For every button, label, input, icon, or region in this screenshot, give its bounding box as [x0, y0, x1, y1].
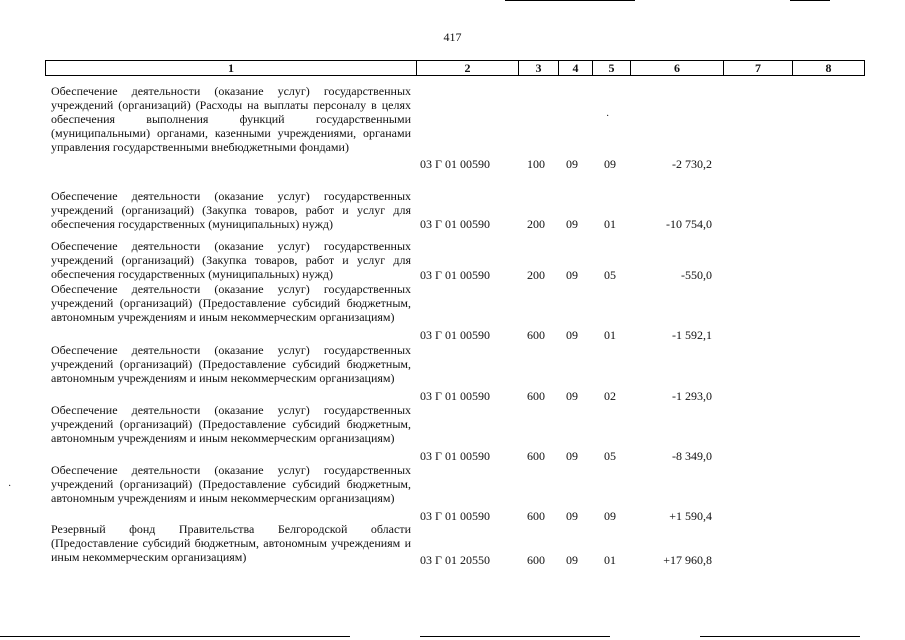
row-pr: 09 — [604, 509, 616, 523]
row-rz: 09 — [566, 553, 578, 567]
row-code: 03 Г 01 00590 — [420, 217, 490, 231]
row-description: Резервный фонд Правительства Белгородской области (Предоставление субсидий бюджетным, автономным учреждениям и иным некоммерческим организациям) — [51, 522, 411, 564]
header-col-2: 2 — [417, 61, 519, 75]
row-sum: -8 349,0 — [672, 449, 712, 463]
row-vr: 200 — [527, 217, 545, 231]
top-scan-line — [505, 0, 635, 1]
header-col-4: 4 — [559, 61, 593, 75]
row-vr: 600 — [527, 449, 545, 463]
row-pr: 01 — [604, 553, 616, 567]
page-number: 417 — [443, 30, 462, 44]
row-sum: +17 960,8 — [663, 553, 712, 567]
row-vr: 100 — [527, 157, 545, 171]
header-col-5: 5 — [593, 61, 631, 75]
bottom-scan-line — [700, 636, 860, 637]
row-pr: 02 — [604, 389, 616, 403]
row-rz: 09 — [566, 268, 578, 282]
row-code: 03 Г 01 00590 — [420, 449, 490, 463]
header-col-7: 7 — [724, 61, 793, 75]
row-pr: 01 — [604, 328, 616, 342]
row-vr: 600 — [527, 553, 545, 567]
row-sum: -1 592,1 — [672, 328, 712, 342]
row-sum: -10 754,0 — [666, 217, 712, 231]
row-vr: 200 — [527, 268, 545, 282]
row-sum: -550,0 — [681, 268, 712, 282]
row-vr: 600 — [527, 328, 545, 342]
row-rz: 09 — [566, 157, 578, 171]
bottom-scan-line — [420, 636, 610, 637]
row-rz: 09 — [566, 217, 578, 231]
row-code: 03 Г 01 00590 — [420, 509, 490, 523]
row-pr: 09 — [604, 157, 616, 171]
row-rz: 09 — [566, 389, 578, 403]
header-col-1: 1 — [46, 61, 417, 75]
header-col-8: 8 — [825, 61, 832, 75]
row-rz: 09 — [566, 328, 578, 342]
row-description: Обеспечение деятельности (оказание услуг) государственных учреждений (организаций) (Предоставление субсидий бюджетным, автономным учреждениям и иным некоммерческим организациям) — [51, 282, 411, 324]
top-scan-line — [790, 0, 830, 1]
row-rz: 09 — [566, 449, 578, 463]
row-code: 03 Г 01 00590 — [420, 268, 490, 282]
bottom-scan-line — [0, 636, 350, 637]
row-description: Обеспечение деятельности (оказание услуг) государственных учреждений (организаций) (Предоставление субсидий бюджетным, автономным учреждениям и иным некоммерческим организациям) — [51, 343, 411, 385]
row-description: Обеспечение деятельности (оказание услуг) государственных учреждений (организаций) (Предоставление субсидий бюджетным, автономным учреждениям и иным некоммерческим организациям) — [51, 463, 411, 505]
row-code: 03 Г 01 00590 — [420, 389, 490, 403]
table-header — [45, 60, 865, 76]
row-rz: 09 — [566, 509, 578, 523]
row-vr: 600 — [527, 509, 545, 523]
row-description: Обеспечение деятельности (оказание услуг) государственных учреждений (организаций) (Закупка товаров, работ и услуг для обеспечения государственных (муниципальных) нужд) — [51, 239, 411, 281]
row-description: Обеспечение деятельности (оказание услуг) государственных учреждений (организаций) (Закупка товаров, работ и услуг для обеспечения государственных (муниципальных) нужд) — [51, 189, 411, 231]
row-sum: +1 590,4 — [669, 509, 712, 523]
scan-mark: · — [8, 481, 12, 492]
row-code: 03 Г 01 00590 — [420, 328, 490, 342]
row-sum: -1 293,0 — [672, 389, 712, 403]
row-pr: 05 — [604, 268, 616, 282]
row-description: Обеспечение деятельности (оказание услуг) государственных учреждений (организаций) (Расходы на выплаты персоналу в целях обеспечения выполнения функций государственными (муниципальными) органами, казенными учреждениями, органами управления государственными внебюджетными фондами) — [51, 84, 411, 154]
row-pr: 05 — [604, 449, 616, 463]
row-pr: 01 — [604, 217, 616, 231]
row-vr: 600 — [527, 389, 545, 403]
row-description: Обеспечение деятельности (оказание услуг) государственных учреждений (организаций) (Предоставление субсидий бюджетным, автономным учреждениям и иным некоммерческим организациям) — [51, 403, 411, 445]
row-code: 03 Г 01 00590 — [420, 157, 490, 171]
row-sum: -2 730,2 — [672, 157, 712, 171]
header-col-6: 6 — [631, 61, 724, 75]
scan-mark: · — [606, 111, 610, 122]
header-col-3: 3 — [519, 61, 559, 75]
row-code: 03 Г 01 20550 — [420, 553, 490, 567]
